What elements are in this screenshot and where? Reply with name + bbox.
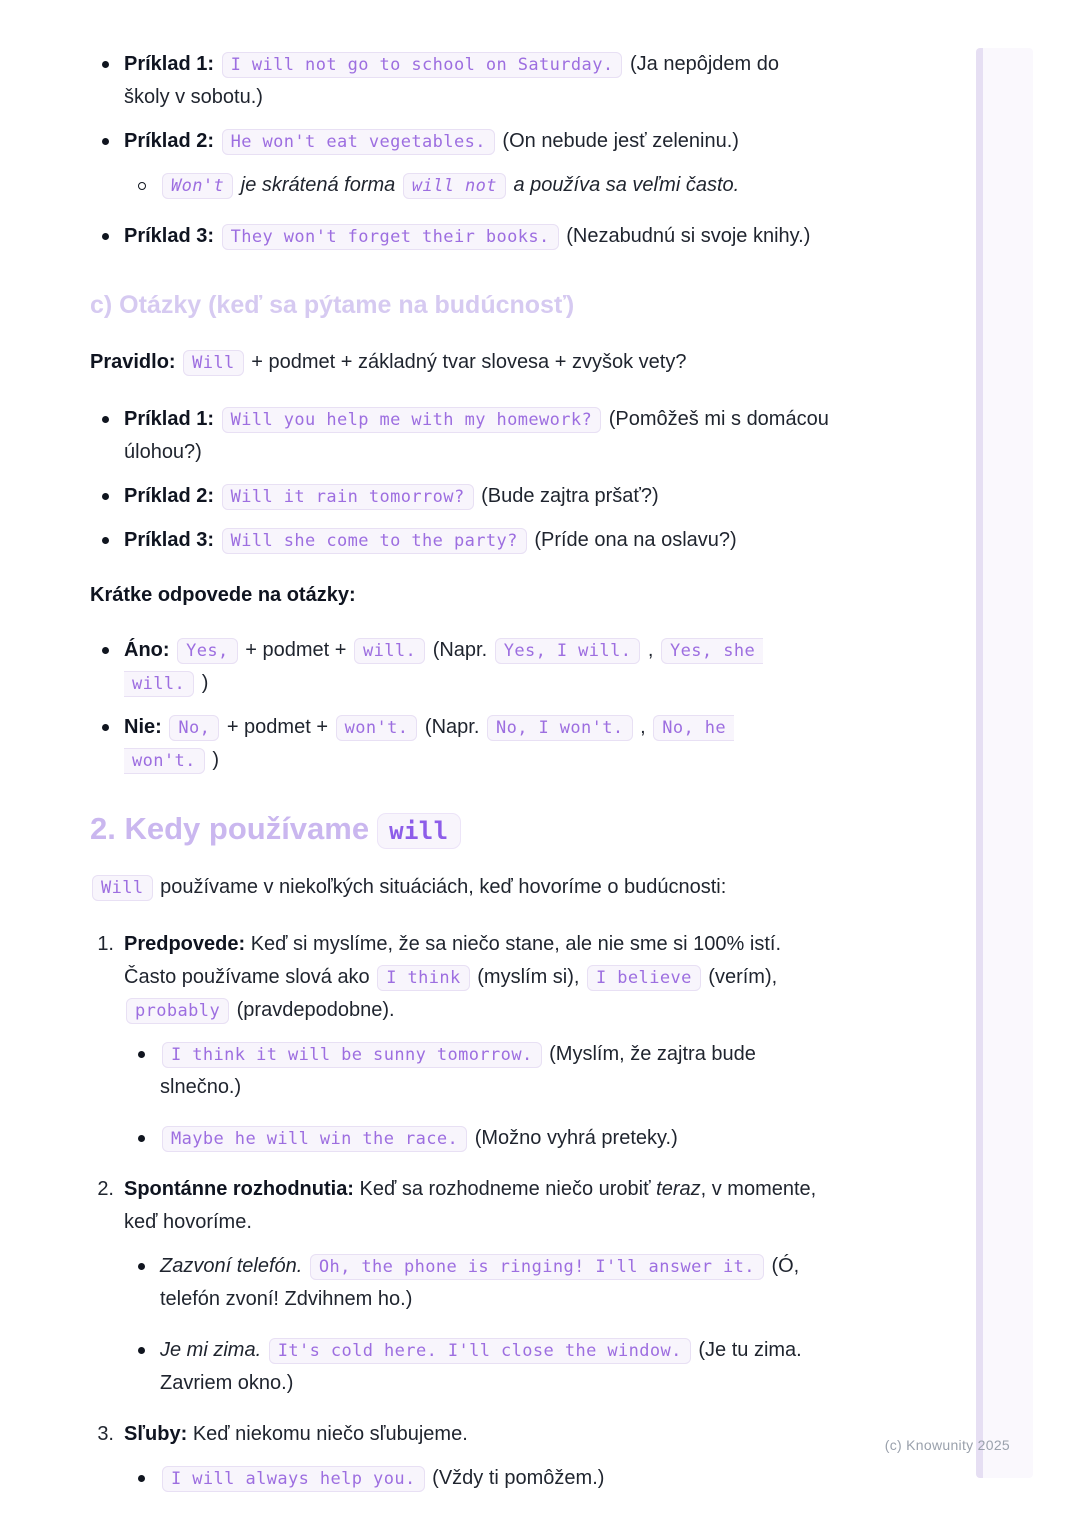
text-run: (Napr.: [419, 715, 485, 738]
text-run: [214, 53, 220, 75]
list-item: [90, 48, 830, 114]
bullet-icon: [138, 1135, 145, 1142]
code-chip: won't.: [336, 715, 418, 741]
usage-item-promises: [90, 1418, 830, 1495]
list-item-text: [124, 711, 830, 777]
text-run: Pravidlo:: [90, 350, 176, 373]
section-heading-usage: [90, 809, 830, 849]
text-run: je skrátená forma: [235, 174, 401, 196]
text-run: Príklad 1:: [124, 407, 215, 430]
text-run: + podmet +: [239, 638, 352, 661]
text-run: + podmet + základný tvar slovesa + zvyšok vety?: [245, 350, 687, 373]
text-run: Príklad 2:: [124, 484, 215, 507]
text-run: Spontánne rozhodnutia:: [124, 1177, 354, 1200]
bullet-icon: [102, 233, 109, 240]
code-chip: Will it rain tomorrow?: [222, 484, 474, 510]
rule-paragraph: [90, 346, 830, 379]
bullet-icon: [102, 724, 109, 731]
list-item-text: [124, 220, 830, 253]
list-item: [90, 480, 830, 513]
text-run: Príklad 1:: [124, 53, 215, 75]
text-run: (Ó, telefón zvoní! Zdvihnem ho.): [160, 1254, 800, 1310]
code-chip: I believe: [587, 965, 701, 991]
text-run: (Je tu zima. Zavriem okno.): [160, 1338, 802, 1394]
text-run: teraz: [656, 1177, 701, 1200]
code-chip: No,: [169, 715, 219, 741]
code-chip: I think: [377, 965, 469, 991]
text-run: , v momente, keď hovoríme.: [124, 1177, 817, 1233]
text-run: [214, 485, 220, 507]
list-subitem: [126, 1250, 830, 1316]
code-chip: I think it will be sunny tomorrow.: [162, 1042, 542, 1068]
usage-examples-list: [90, 1250, 830, 1400]
list-item-text: [124, 403, 830, 469]
numbered-item: [90, 1418, 830, 1451]
text-run: Príklad 2:: [124, 130, 215, 152]
text-run: ,: [634, 715, 652, 738]
code-chip: Yes, she: [661, 638, 763, 664]
item-number: 2.: [97, 1177, 114, 1200]
list-item: [90, 634, 830, 700]
code-chip: Oh, the phone is ringing! I'll answer it.: [310, 1254, 764, 1280]
list-subitem: [126, 1122, 830, 1155]
scroll-track[interactable]: [976, 48, 1033, 1478]
question-examples-list: [90, 403, 830, 557]
code-chip: I will not go to school on Saturday.: [222, 52, 623, 78]
bullet-icon: [138, 1347, 145, 1354]
list-item-text: [160, 1250, 830, 1316]
short-answers-list: [90, 634, 830, 777]
numbered-item: [90, 928, 830, 1027]
section-heading-questions: c) Otázky (keď sa pýtame na budúcnosť): [90, 291, 575, 319]
text-run: Nie:: [124, 715, 162, 738]
code-chip: Maybe he will win the race.: [162, 1126, 467, 1152]
list-item: [90, 125, 830, 158]
text-run: (myslím si),: [471, 965, 586, 988]
usage-examples-list: [90, 1038, 830, 1155]
text-run: [170, 639, 176, 661]
list-item: [90, 403, 830, 469]
text-run: (verím),: [702, 965, 778, 988]
list-item: [90, 524, 830, 557]
text-run: Keď si myslíme, že sa niečo stane, ale nie sme si 100% istí. Často používame slová ako: [124, 932, 782, 988]
text-run: ): [196, 671, 209, 694]
text-run: [214, 529, 220, 551]
text-run: ): [206, 748, 220, 771]
text-run: ,: [642, 638, 660, 661]
code-chip: Won't: [162, 173, 233, 199]
list-item-text: [124, 125, 830, 158]
text-run: 2. Kedy používame: [90, 810, 370, 846]
code-chip: will.: [124, 671, 194, 697]
text-run: [261, 1339, 267, 1361]
list-subitem: [126, 169, 830, 202]
code-chip: will: [377, 813, 460, 849]
text-run: Áno:: [124, 638, 170, 661]
code-chip: Will: [92, 875, 153, 901]
list-item: [90, 220, 830, 253]
bullet-icon: [138, 1475, 145, 1482]
code-chip: will.: [354, 638, 425, 664]
text-run: používame v niekoľkých situáciách, keď hovoríme o budúcnosti:: [154, 875, 727, 898]
usage-item-predictions: [90, 928, 830, 1155]
item-number: 3.: [97, 1422, 114, 1445]
code-chip: I will always help you.: [162, 1466, 425, 1492]
code-chip: won't.: [124, 748, 205, 774]
circle-bullet-icon: [138, 182, 146, 190]
text-run: Sľuby:: [124, 1422, 188, 1445]
numbered-item-text: [124, 1173, 830, 1239]
text-run: (Napr.: [427, 638, 493, 661]
code-chip: No, I won't.: [487, 715, 633, 741]
text-run: + podmet +: [221, 715, 334, 738]
numbered-item-text: [124, 1418, 830, 1451]
code-chip: They won't forget their books.: [222, 224, 559, 250]
list-subitem: [126, 1334, 830, 1400]
text-run: (pravdepodobne).: [231, 998, 395, 1021]
short-answers-heading: Krátke odpovede na otázky:: [90, 583, 356, 606]
text-run: a používa sa veľmi často.: [507, 174, 740, 196]
text-run: (Bude zajtra pršať?): [475, 484, 659, 507]
text-run: (On nebude jesť zeleninu.): [496, 130, 739, 152]
text-run: [214, 408, 220, 430]
text-run: Je mi zima.: [160, 1338, 262, 1361]
bullet-icon: [138, 1051, 145, 1058]
list-item-text: [160, 169, 830, 202]
usage-examples-list: [90, 1462, 830, 1495]
list-subitem: [126, 1038, 830, 1104]
text-run: [162, 716, 168, 738]
list-item-text: [160, 1038, 830, 1104]
text-run: [302, 1255, 308, 1277]
code-chip: Yes, I will.: [495, 638, 641, 664]
text-run: (Vždy ti pomôžem.): [426, 1466, 605, 1489]
code-chip: Will you help me with my homework?: [222, 407, 602, 433]
list-item-text: [124, 480, 830, 513]
bullet-icon: [138, 1263, 145, 1270]
text-run: (Ja nepôjdem do školy v sobotu.): [124, 53, 780, 108]
bullet-icon: [102, 493, 109, 500]
list-subitem: [126, 1462, 830, 1495]
text-run: (Myslím, že zajtra bude slnečno.): [160, 1042, 756, 1098]
text-run: (Nezabudnú si svoje knihy.): [560, 225, 811, 247]
negative-examples-list: [90, 48, 830, 253]
code-chip: Will: [183, 350, 244, 376]
list-item-text: [160, 1462, 830, 1495]
text-run: Predpovede:: [124, 932, 246, 955]
text-run: Príklad 3:: [124, 225, 215, 247]
code-chip: Will she come to the party?: [222, 528, 527, 554]
code-chip: probably: [126, 998, 229, 1024]
code-chip: will not: [403, 173, 506, 199]
usage-intro-paragraph: [90, 871, 830, 904]
code-chip: Yes,: [177, 638, 238, 664]
text-run: Keď sa rozhodneme niečo urobiť: [353, 1177, 657, 1200]
text-run: Keď niekomu niečo sľubujeme.: [187, 1422, 468, 1445]
list-item-text: [124, 634, 830, 700]
text-run: [214, 225, 220, 247]
bullet-icon: [102, 138, 109, 145]
copyright-watermark: (c) Knowunity 2025: [884, 1437, 1010, 1453]
code-chip: It's cold here. I'll close the window.: [269, 1338, 691, 1364]
bullet-icon: [102, 61, 109, 68]
list-item-text: [160, 1122, 830, 1155]
text-run: (Príde ona na oslavu?): [528, 528, 737, 551]
item-number: 1.: [97, 932, 114, 955]
code-chip: No, he: [653, 715, 734, 741]
text-run: Príklad 3:: [124, 528, 215, 551]
list-item-text: [124, 48, 830, 114]
numbered-item-text: [124, 928, 830, 1027]
text-run: (Možno vyhrá preteky.): [469, 1126, 678, 1149]
text-run: [214, 130, 220, 152]
list-item-text: [160, 1334, 830, 1400]
list-item: [90, 711, 830, 777]
document-content: [90, 48, 830, 1513]
bullet-icon: [102, 537, 109, 544]
text-run: Zazvoní telefón.: [160, 1254, 303, 1277]
numbered-item: [90, 1173, 830, 1239]
usage-item-spontaneous: [90, 1173, 830, 1400]
text-run: (Pomôžeš mi s domácou úlohou?): [124, 407, 829, 463]
bullet-icon: [102, 647, 109, 654]
text-run: [176, 351, 182, 373]
code-chip: He won't eat vegetables.: [222, 129, 495, 155]
list-item-text: [124, 524, 830, 557]
bullet-icon: [102, 416, 109, 423]
